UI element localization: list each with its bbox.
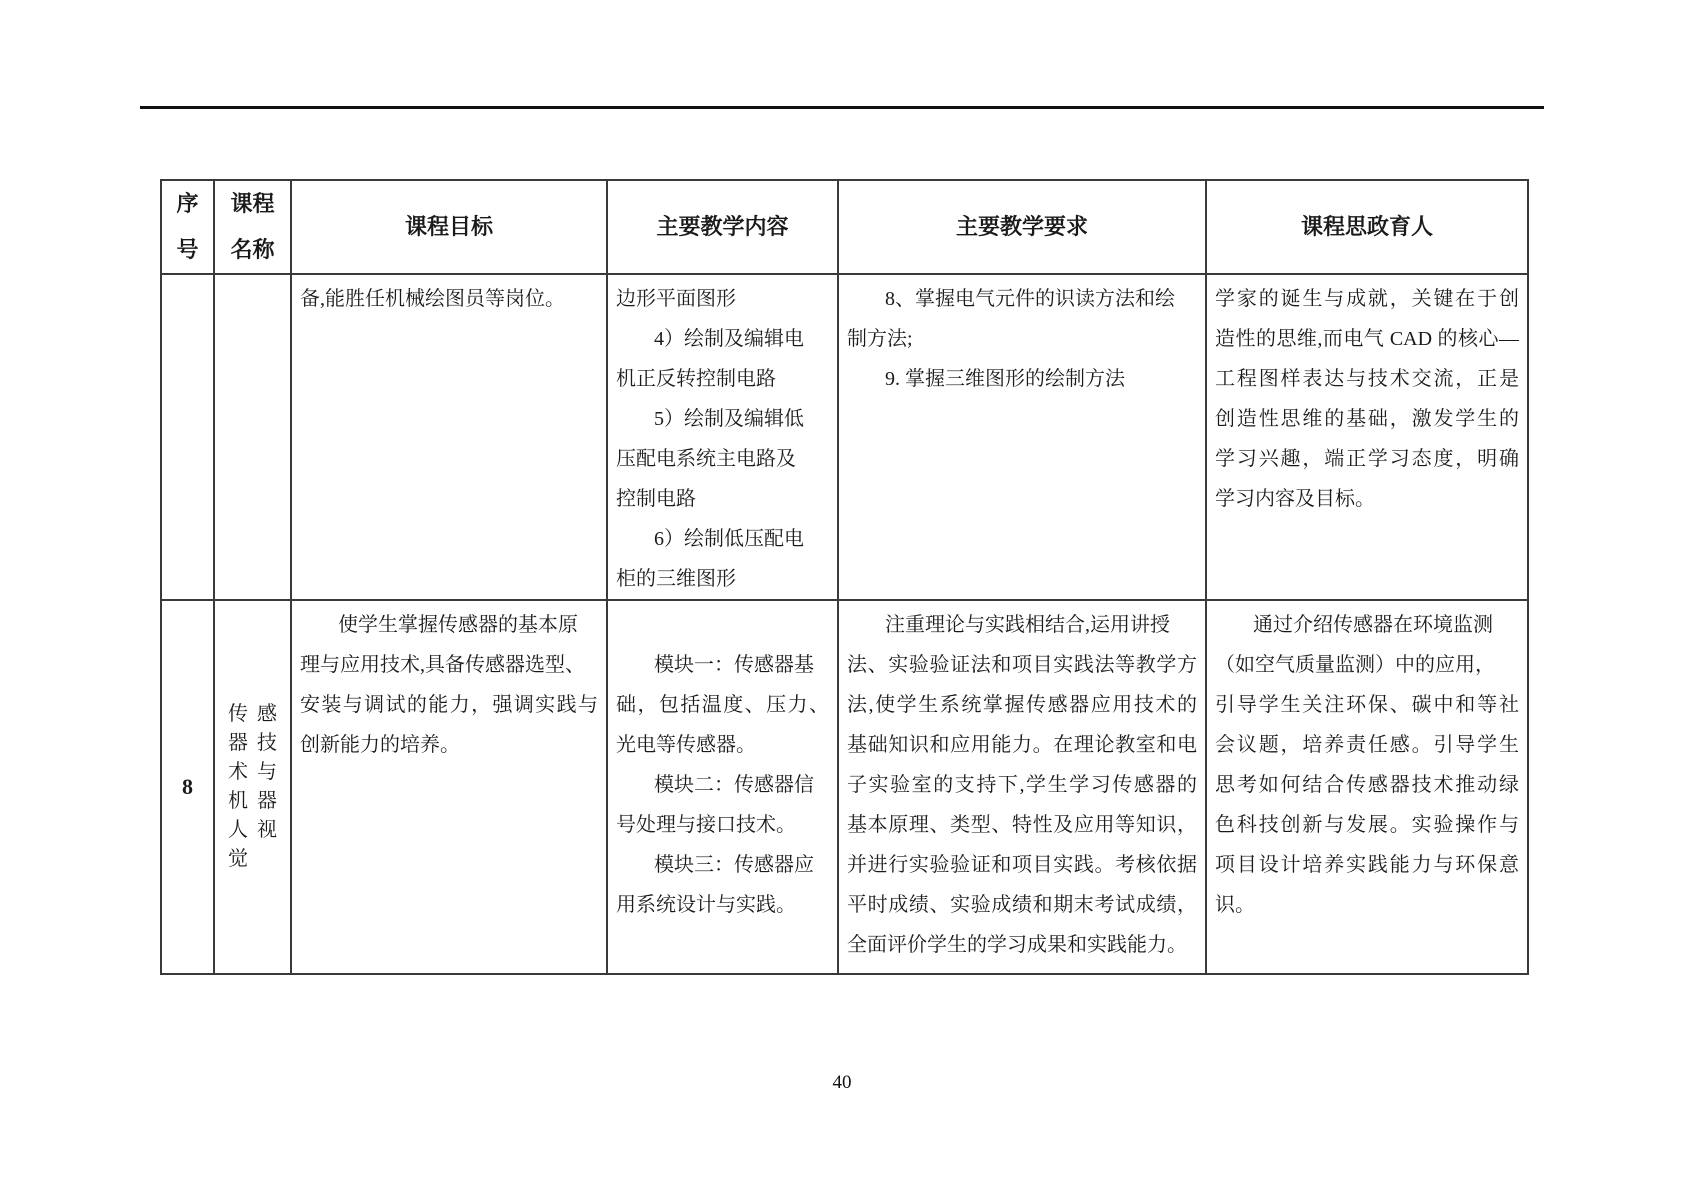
col-header-civic: 课程思政育人 — [1206, 180, 1528, 274]
col-header-seq — [161, 180, 214, 274]
table-row-8 — [161, 600, 1528, 974]
table-header-row — [161, 180, 1528, 274]
text-line: 学习内容及目标。 — [1215, 488, 1375, 510]
text-line: 号处理与接口技术。 — [616, 814, 796, 836]
course-table — [160, 179, 1529, 975]
text-line: 模块二：传感器信 — [654, 774, 814, 796]
text-line: 用系统设计与实践。 — [616, 894, 796, 916]
col-header-course-name — [214, 180, 291, 274]
seq-number: 8 — [182, 774, 193, 799]
table-row-continuation — [161, 274, 1528, 600]
text-line: 引导学生关注环保、碳中和等社 — [1215, 694, 1519, 716]
cell-requirement-row1 — [838, 274, 1206, 600]
col-header-content: 主要教学内容 — [607, 180, 838, 274]
col-header-requirement: 主要教学要求 — [838, 180, 1206, 274]
civic-text — [1207, 275, 1527, 519]
text-line: 光电等传感器。 — [616, 734, 756, 756]
cell-content-row1 — [607, 274, 838, 600]
text-line: 识。 — [1215, 894, 1255, 916]
text-line: 创造性思维的基础，激发学生的 — [1215, 408, 1519, 430]
text-line: 压配电系统主电路及 — [616, 448, 796, 470]
text-line: 会议题，培养责任感。引导学生 — [1215, 734, 1519, 756]
course-name-text — [215, 700, 290, 874]
cell-content-row2 — [607, 600, 838, 974]
text-line: 机器 — [228, 790, 277, 812]
text-line: 并进行实验验证和项目实践。考核依据 — [847, 854, 1197, 876]
text-line: 注重理论与实践相结合,运用讲授 — [885, 614, 1170, 636]
goal-text — [292, 275, 606, 319]
text-line: 平时成绩、实验成绩和期末考试成绩， — [847, 894, 1197, 916]
text-line: 学习兴趣，端正学习态度，明确 — [1215, 448, 1519, 470]
text-line: 术与 — [228, 761, 277, 783]
text-line: 使学生掌握传感器的基本原 — [338, 614, 578, 636]
text-line: 全面评价学生的学习成果和实践能力。 — [847, 934, 1187, 956]
text-line: 9. 掌握三维图形的绘制方法 — [885, 368, 1125, 390]
text-line: 机正反转控制电路 — [616, 368, 776, 390]
cell-course-name-row1 — [214, 274, 291, 600]
cell-requirement-row2 — [838, 600, 1206, 974]
text-line: 色科技创新与发展。实验操作与 — [1215, 814, 1519, 836]
col-header-seq-line1: 序 — [176, 191, 199, 216]
text-line: 柜的三维图形 — [616, 568, 736, 590]
cell-seq-row2 — [161, 600, 214, 974]
text-line: 理与应用技术,具备传感器选型、 — [300, 654, 585, 676]
text-line: 4）绘制及编辑电 — [654, 328, 804, 350]
text-line: 础，包括温度、压力、 — [616, 694, 829, 716]
content-text — [608, 275, 837, 599]
text-line: 器技 — [228, 732, 277, 754]
text-line: 通过介绍传感器在环境监测 — [1253, 614, 1493, 636]
text-line: 工程图样表达与技术交流，正是 — [1215, 368, 1519, 390]
cell-civic-row2 — [1206, 600, 1528, 974]
text-line: 模块一：传感器基 — [654, 654, 814, 676]
text-line: 6）绘制低压配电 — [654, 528, 804, 550]
text-line: 法,使学生系统掌握传感器应用技术的 — [847, 694, 1197, 716]
text-line: 人视 — [228, 819, 277, 841]
text-line: 边形平面图形 — [616, 288, 736, 310]
text-line: 模块三：传感器应 — [654, 854, 814, 876]
text-line: 项目设计培养实践能力与环保意 — [1215, 854, 1519, 876]
col-header-seq-line2: 号 — [176, 237, 199, 262]
text-line: 制方法; — [847, 328, 913, 350]
cell-goal-row2 — [291, 600, 607, 974]
text-line: 学家的诞生与成就，关键在于创 — [1215, 288, 1519, 310]
text-line: 安装与调试的能力，强调实践与 — [300, 694, 598, 716]
text-line: 基础知识和应用能力。在理论教室和电 — [847, 734, 1197, 756]
header-rule — [140, 106, 1544, 109]
cell-seq-row1 — [161, 274, 214, 600]
goal-text — [292, 601, 606, 765]
text-line — [616, 605, 829, 645]
text-line: 基本原理、类型、特性及应用等知识， — [847, 814, 1197, 836]
requirement-text — [839, 275, 1205, 399]
text-line: 8、掌握电气元件的识读方法和绘 — [885, 288, 1175, 310]
text-line: 控制电路 — [616, 488, 696, 510]
requirement-text — [839, 601, 1205, 965]
text-line: 觉 — [228, 848, 248, 870]
col-header-course-name-line2: 名称 — [230, 237, 275, 262]
text-line: （如空气质量监测）中的应用， — [1215, 654, 1495, 676]
text-line: 创新能力的培养。 — [300, 734, 460, 756]
cell-goal-row1 — [291, 274, 607, 600]
text-line: 5）绘制及编辑低 — [654, 408, 804, 430]
col-header-course-name-line1: 课程 — [230, 191, 275, 216]
content-text — [608, 601, 837, 925]
cell-civic-row1 — [1206, 274, 1528, 600]
col-header-goal: 课程目标 — [291, 180, 607, 274]
page-number: 40 — [832, 1072, 852, 1093]
cell-course-name-row2 — [214, 600, 291, 974]
text-line: 造性的思维,而电气 CAD 的核心— — [1215, 328, 1519, 350]
text-line: 传感 — [228, 703, 277, 725]
text-line: 法、实验验证法和项目实践法等教学方 — [847, 654, 1197, 676]
text-line: 思考如何结合传感器技术推动绿 — [1215, 774, 1519, 796]
civic-text — [1207, 601, 1527, 925]
text-line: 子实验室的支持下,学生学习传感器的 — [847, 774, 1197, 796]
text-line: 备,能胜任机械绘图员等岗位。 — [300, 288, 565, 310]
